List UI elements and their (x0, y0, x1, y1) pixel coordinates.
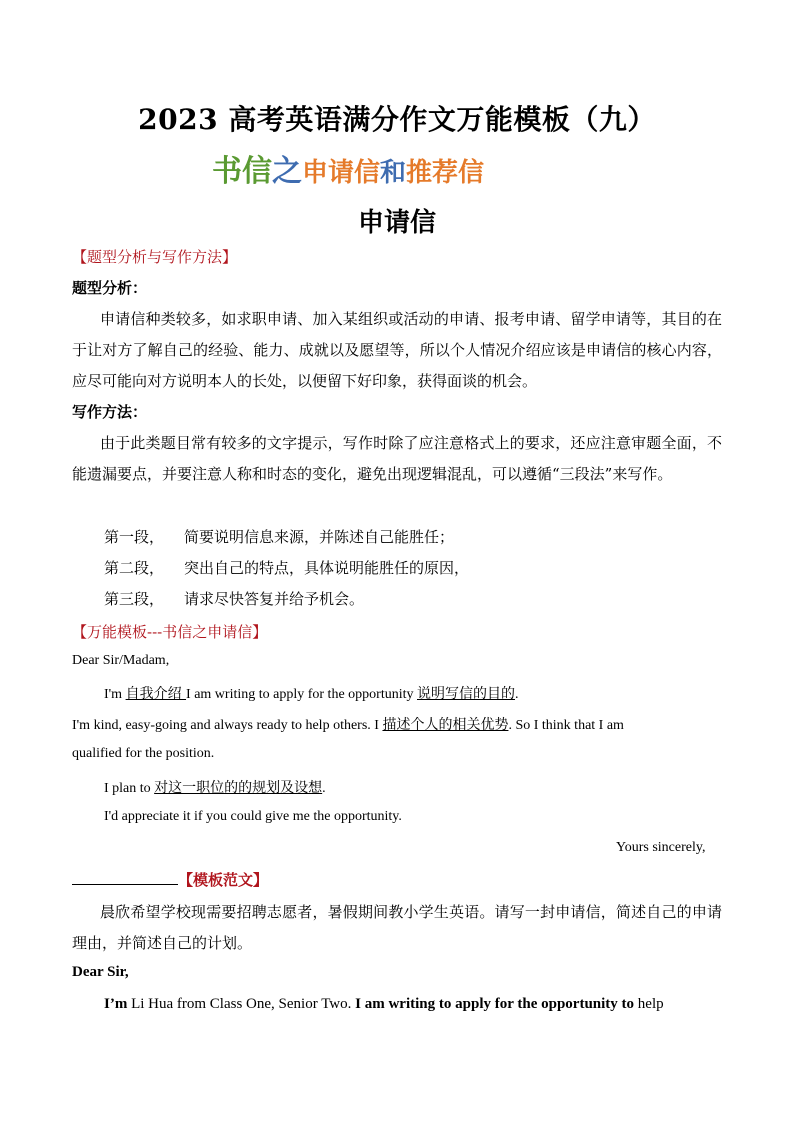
template-blank-plan: 对这一职位的的规划及设想 (154, 780, 323, 796)
template-closing: Yours sincerely, (616, 840, 706, 855)
analysis-title: 题型分析： (72, 279, 148, 297)
step-label: 第二段， (104, 559, 165, 577)
step-text: 请求尽快答复并给予机会。 (184, 590, 365, 608)
blank-underline (72, 870, 178, 885)
sample-text: help (634, 996, 664, 1012)
template-text: I am writing to apply for the opportunity (186, 687, 417, 702)
section-heading: 申请信 (357, 208, 436, 238)
sample-greeting: Dear Sir, (72, 964, 129, 980)
document-title: 2023 高考英语满分作文万能模板（九） (138, 103, 656, 136)
template-text: I'm kind, easy-going and always ready to help others. I (72, 718, 383, 733)
template-text: I plan to (104, 781, 155, 796)
document-subtitle (212, 146, 484, 190)
section-label-analysis: 【题型分析与写作方法】 (72, 248, 238, 266)
sample-text: Li Hua from Class One, Senior Two. (127, 996, 356, 1012)
template-blank-purpose: 说明写信的目的 (417, 686, 515, 702)
template-text: . (322, 781, 326, 796)
template-text: I'm (104, 687, 126, 702)
step-text: 突出自己的特点，具体说明能胜任的原因， (184, 559, 470, 577)
template-line-5: I'd appreciate it if you could give me the opportunity. (104, 809, 402, 824)
template-line-1 (104, 683, 519, 703)
template-greeting: Dear Sir/Madam, (72, 653, 170, 668)
section-label-sample: 【模板范文】 (178, 871, 269, 889)
subtitle-part-letter: 书信 (212, 154, 272, 189)
template-line-4 (104, 777, 326, 797)
template-blank-strengths: 描述个人的相关优势 (382, 717, 509, 733)
analysis-text: 申请信种类较多，如求职申请、加入某组织或活动的申请、报考申请、留学申请等，其目的在于让对方了解自己的经验、能力、成就以及愿望等，所以个人情况介绍应该是申请信的核心内容，应尽可能向对方说明本人的长处，以便留下好印象，获得面谈的机会。 (72, 310, 722, 390)
template-text: . So I think that I am (508, 718, 624, 733)
template-line-3: qualified for the position. (72, 746, 215, 761)
subtitle-part-of: 之 (272, 154, 302, 189)
template-blank-intro: 自我介绍 (125, 686, 187, 702)
step-text: 简要说明信息来源，并陈述自己能胜任； (184, 528, 455, 546)
section-label-template: 【万能模板---书信之申请信】 (72, 623, 268, 641)
step-item (104, 588, 365, 609)
step-label: 第一段， (104, 528, 165, 546)
method-text: 由于此类题目常有较多的文字提示，写作时除了应注意格式上的要求，还应注意审题全面，不能遗漏要点，并要注意人称和时态的变化，避免出现逻辑混乱，可以遵循“三段法”来写作。 (72, 434, 722, 483)
step-label: 第三段， (104, 590, 165, 608)
sample-line-1 (104, 996, 664, 1013)
sample-text: I’m (104, 996, 128, 1012)
template-line-2 (72, 714, 624, 734)
sample-prompt: 晨欣希望学校现需要招聘志愿者，暑假期间教小学生英语。请写一封申请信，简述自己的申请理由，并简述自己的计划。 (72, 903, 722, 952)
subtitle-part-and: 和 (380, 158, 407, 188)
subtitle-part-recommendation: 推荐信 (406, 158, 485, 188)
sample-label-line (72, 869, 268, 890)
template-text: . (515, 687, 519, 702)
sample-text: I am writing to apply for the opportunity to (355, 996, 635, 1012)
subtitle-part-application: 申请信 (302, 158, 381, 188)
step-item (104, 557, 470, 578)
step-item (104, 526, 455, 547)
method-title: 写作方法： (72, 403, 148, 421)
